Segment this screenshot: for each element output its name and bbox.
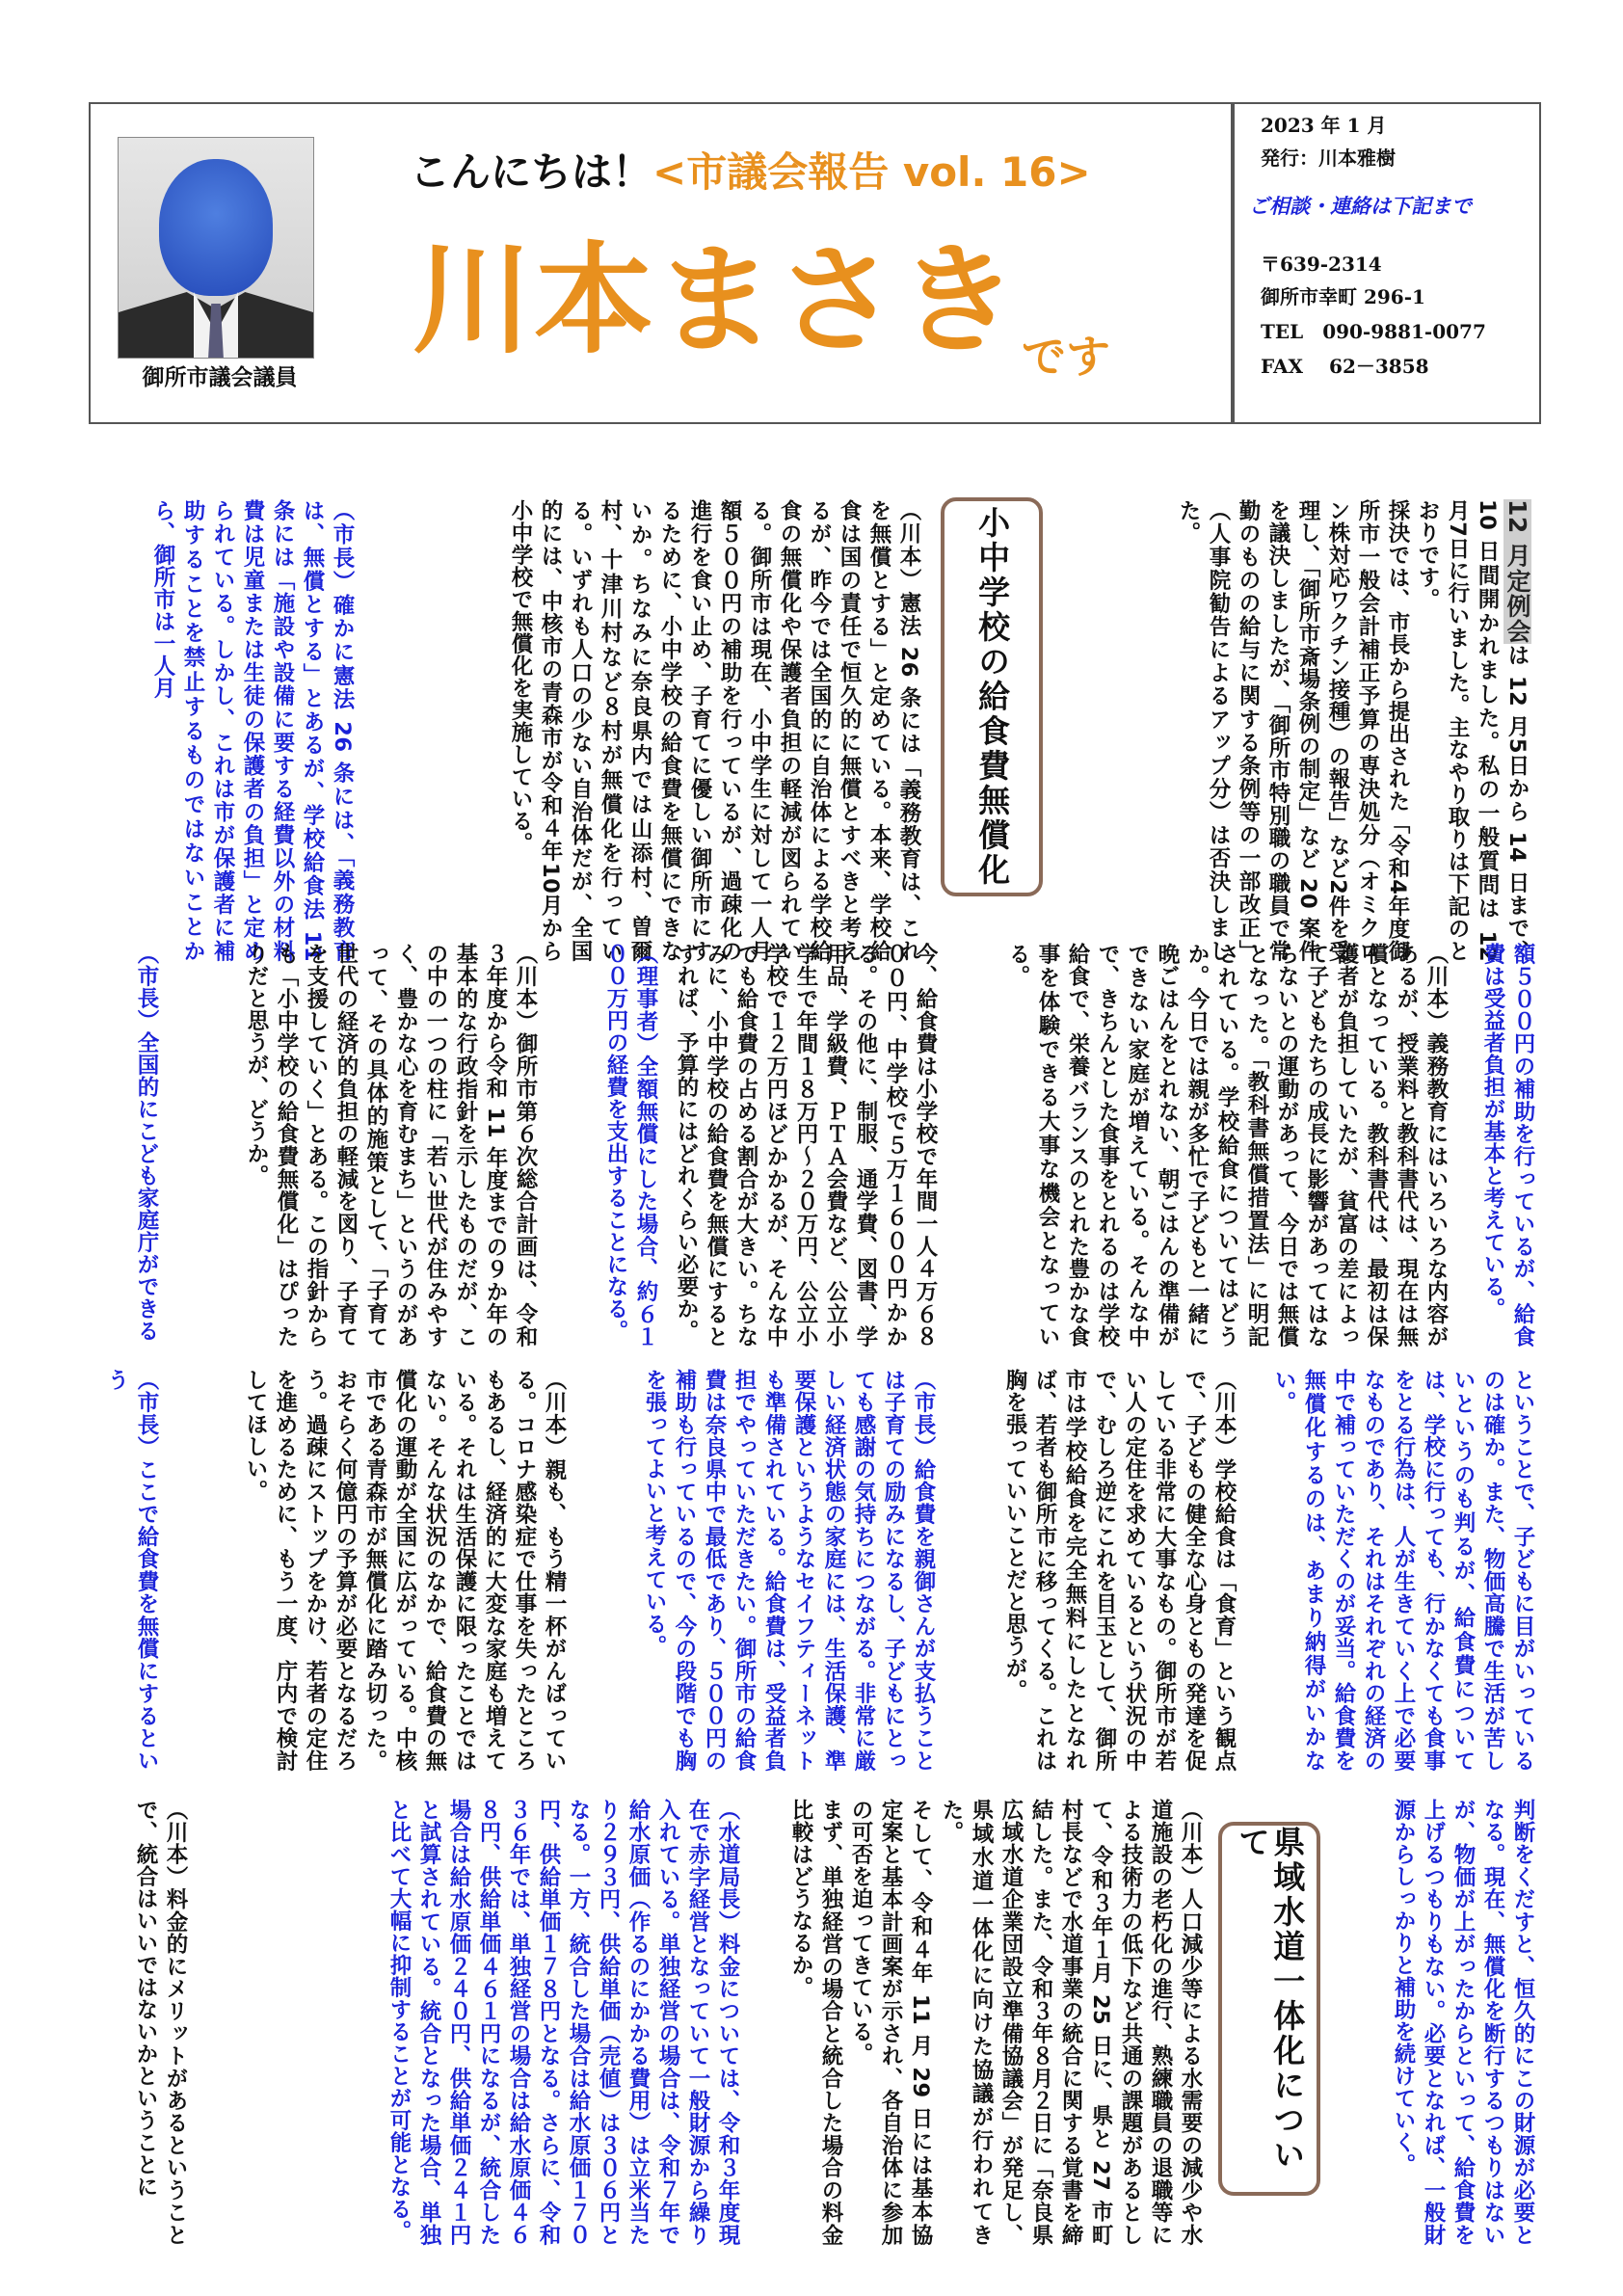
telephone: TEL 090-9881-0077 — [1261, 320, 1486, 343]
speaker-official: （理事者） — [633, 943, 658, 1055]
speaker-kawamoto: （川本） — [163, 1799, 188, 1888]
water-agreement — [761, 1799, 935, 2246]
official-answer — [554, 943, 660, 1348]
merit-text: 料金的にメリットがあるということで、統合はいいではないかということに — [133, 1799, 188, 2247]
speaker-mayor: （市長） — [134, 943, 159, 1031]
report-volume: <市議会報告 vol. 16> — [652, 148, 1091, 196]
photo-caption: 御所市議会議員 — [142, 365, 298, 390]
speaker-mayor: （市長） — [911, 1369, 936, 1458]
agreement-text: そして、令和４年 11 月 29 日には基本協定案と基本計画案が示され、各自治体に参加の可否を迫ってきている。 — [848, 1799, 933, 2246]
mayor-answer — [92, 499, 357, 962]
speaker-mayor: （市長） — [134, 1369, 159, 1458]
section-title-water: 県域水道一体化について — [1218, 1822, 1320, 2196]
answer-text: 確かに憲法 26 条には、「義務教育は、無償とする」とあるが、学校給食法 11 条には「施設や設備に要する経費以外の材料費は児童または生徒の保護者の負担」と定められている。しかし、これは市が保護者に補助することを禁止するものではないことから、御所市は一人月 — [150, 499, 355, 963]
kawamoto-education — [949, 943, 1450, 1348]
plan-text: 御所市第６次総合計画は、令和３年度から令和 11 年度までの９か年の基本的な行政指針を示したものだが、この中の一つの柱に「若い世代が住みやすく、豊かな心を育むまち」というのがあって、その具体的施策として、「子育て世代の経済的負担の軽減を図り、子育てを支援していく」とある。この指針からも「小中学校の給食費無償化」はぴったりだと思うが、どうか。 — [244, 943, 538, 1348]
mayor-answer-2: ということで、子どもに目がいっているのは確か。また、物価高騰で生活が苦しいというのも判るが、給食費については、学校に行っても、行かなくても食事をとる行為は、人が生きていく上で必要なものであり、それはそれぞれの経済の中で補っていただくのが妥当。給食費を無償化するのは、あまり納得がいかない。 — [1271, 1369, 1535, 1772]
mayor-decision — [93, 1369, 161, 1772]
water-bureau-answer — [202, 1799, 742, 2246]
speaker-kawamoto: （川本） — [1423, 943, 1449, 1033]
water-text: 人口減少等による水需要の減少や水道施設の老朽化の進行、熟練職員の退職等による技術力の低下など共通の課題があるとして、令和３年１月 25 日に、県と 27 市町村長などで水道事業の統合に関する覚書を締結した。また、令和３年８月２日に「奈良県広域水道企業団設立準備協議会」が発足し、県域水道一体化に向けた協議が行われてきた。 — [939, 1799, 1203, 2247]
speaker-kawamoto: （川本） — [513, 943, 538, 1033]
price-question: まず、単独経営の場合と統合した場合の料金比較はどうなるか。 — [788, 1799, 843, 2246]
education-text: 義務教育にはいろいろな内容があるが、授業料と教科書代は、現在は無償となっている。教科書代は、最初は保護者が負担していたが、貧富の差によって子どもたちの成長に影響があってはならないとの運動があって、今日では無償となった。「教科書無償措置法」に明記されている。学校給食についてはどうか。今日では親が多忙で子どもと一緒に晩ごはんをとれない、朝ごはんの準備ができない家庭が増えている。そんな中で、きちんとした食事をとれるのは学校給食で、栄養バランスのとれた豊かな食事を体験できる大事な機会となっている。 — [1005, 943, 1449, 1348]
vote-text: 採決では、市長から提出された「令和4年度御所市一般会計補正予算の専決処分（オミクロン株対応ワクチン接種）の報告」など2件を受理し、「御所市斎場条例の制定」など 20 案件を議決しましたが、「御所市特別職の職員で常勤のものの給与に関する条例等の一部改正」（人事院勧告によるアップ分）は否決しました。 — [1176, 499, 1410, 962]
fax: FAX 62－3858 — [1261, 355, 1429, 378]
issue-date: 2023 年 1 月 — [1261, 114, 1387, 137]
name-title: 川本まさき — [412, 231, 1021, 370]
lunch-cost-question: 今、給食費は小学校で年間一人４万６８００円、中学校で５万１６００円かかる。その他に、制服、通学費、図書、学用品、学級費、ＰＴＡ会費など、公立小学生で年間１８万円～２０万円、公立小学校で１２万円ほどかかるが、そんな中でも給食費の占める割合が大きい。ちなみに、小中学校の給食費を無償にするとすれば、予算的にはどれくらい必要か。 — [674, 943, 938, 1348]
session-intro — [1079, 499, 1532, 962]
greeting: こんにちは！ — [410, 148, 653, 196]
mayor-agency — [93, 943, 161, 1348]
kawamoto-water — [939, 1799, 1205, 2247]
speaker-water-bureau: （水道局長） — [715, 1799, 740, 1934]
speaker-kawamoto: （川本） — [896, 499, 921, 592]
covid-text: 親も、もう精一杯がんばっている。コロナ感染症で仕事を失ったところもあるし、経済的に大変な家庭も増えている。それは生活保護に限ったことではない。そんな状況のなかで、給食費の無償化の運動が全国に広がっている。中核市である青森市が無償化に踏み切った。おそらく何億円の予算が必要となるだろう。過疎にストップをかけ、若者の定住を進めるために、もう一度、庁内で検討してほしい。 — [243, 1369, 567, 1773]
publisher: 発行：川本雅樹 — [1261, 147, 1396, 170]
speaker-kawamoto: （川本） — [1178, 1799, 1203, 1888]
kawamoto-merit — [93, 1799, 190, 2246]
session-text: は 12 月5日から 14 日まで、10 日間開かれました。私の一般質問は 12 月7日に行いました。主なやり取りは下記のとおりです。 — [1415, 499, 1530, 962]
agency-text: 全国的にこども家庭庁ができる — [134, 1031, 159, 1342]
question-text: 憲法 26 条には「義務教育は、これを無償とする」と定めている。本来、学校給食は国の責任で恒久的に無償とすべきと考えるが、昨今では全国的に自治体による学校給食の無償化や保護者負担の軽減が図られている。御所市は現在、小中学生に対して一人月額５００円の補助を行っているが、過疎化の進行を食い止め、子育てに優しい御所市にするために、小中学校の給食費を無償にできないか。ちなみに奈良県内では山添村、曽爾村、十津川村など８村が無償化を行っている。いずれも人口の少ない自治体だが、全国的には、中核市の青森市が令和４年10月から小中学校で無償化を実施している。 — [508, 499, 921, 963]
water-bureau-text: 料金については、令和３年度現在で赤字経営となっていて一般財源から繰り入れている。単独経営の場合は、令和７年で給水原価（作るのにかかる費用）は立米当たり２９３円、供給単価（売値）は３０６円となる。一方、統合した場合は給水原価１７０円、供給単価１７８円となる。さらに、令和３６年では、単独経営の場合は給水原価４６８円、供給単価４６１円になるが、統合した場合は給水原価２４０円、供給単価２４１円と試算されている。統合となった場合、単独と比べて大幅に抑制することが可能となる。 — [386, 1799, 740, 2247]
mayor-answer-cont: 額５００円の補助を行っているが、給食費は受益者負担が基本と考えている。 — [1480, 943, 1535, 1348]
speaker-mayor: （市長） — [330, 499, 355, 594]
report-title — [410, 141, 1091, 199]
kawamoto-covid — [173, 1369, 569, 1772]
address: 御所市幸町 296-1 — [1261, 285, 1425, 308]
mayor-answer-3 — [586, 1369, 938, 1772]
portrait-photo — [118, 137, 314, 359]
session-highlight: 12 月定例会 — [1503, 499, 1531, 645]
speaker-kawamoto: （川本） — [1211, 1369, 1237, 1458]
name-suffix: です — [1022, 331, 1110, 383]
mayor-text-3: 給食費を親御さんが支払うことは子育ての励みになるし、子どもにとっても感謝の気持ちにつながる。非常に厳しい経済状態の家庭には、生活保護、準要保護というようなセイフティーネットも準備されている。給食費は、受益者負担でやっていただきたい。御所市の給食費は奈良県中で最低であり、５００円の補助も行っているので、今の段階でも胸を張ってよいと考えている。 — [642, 1369, 936, 1773]
official-text: 全額無償にした場合、約６１００万円の経費を支出することになる。 — [603, 943, 658, 1348]
kawamoto-plan — [173, 943, 540, 1348]
mayor-finance: 判断をくだすと、恒久的にこの財源が必要となる。現在、無償化を断行するつもりはないが、物価が上がったからといって、給食費を上げるつもりもない。必要となれば、一般財源からしっかりと補助を続けていく。 — [1391, 1799, 1535, 2246]
decision-text: ここで給食費を無償にするという — [104, 1369, 159, 1773]
shokuiku-text: 学校給食は「食育」という観点で、子どもの健全な心身ともの発達を促している非常に大事なもの。御所市が若い人の定住を求めているという状況の中で、むしろ逆にこれを目玉として、御所市は学校給食を完全無料にしたとなれば、若者も御所市に移ってくる。これは胸を張っていいことだと思うが。 — [1002, 1369, 1237, 1773]
section-title-lunch: 小中学校の給食費無償化 — [941, 497, 1043, 896]
contact-heading: ご相談・連絡は下記まで — [1249, 195, 1472, 218]
kawamoto-shokuiku — [949, 1369, 1238, 1772]
postal-code: 〒639-2314 — [1261, 253, 1382, 276]
speaker-kawamoto: （川本） — [542, 1369, 567, 1458]
lunch-question — [367, 499, 923, 962]
